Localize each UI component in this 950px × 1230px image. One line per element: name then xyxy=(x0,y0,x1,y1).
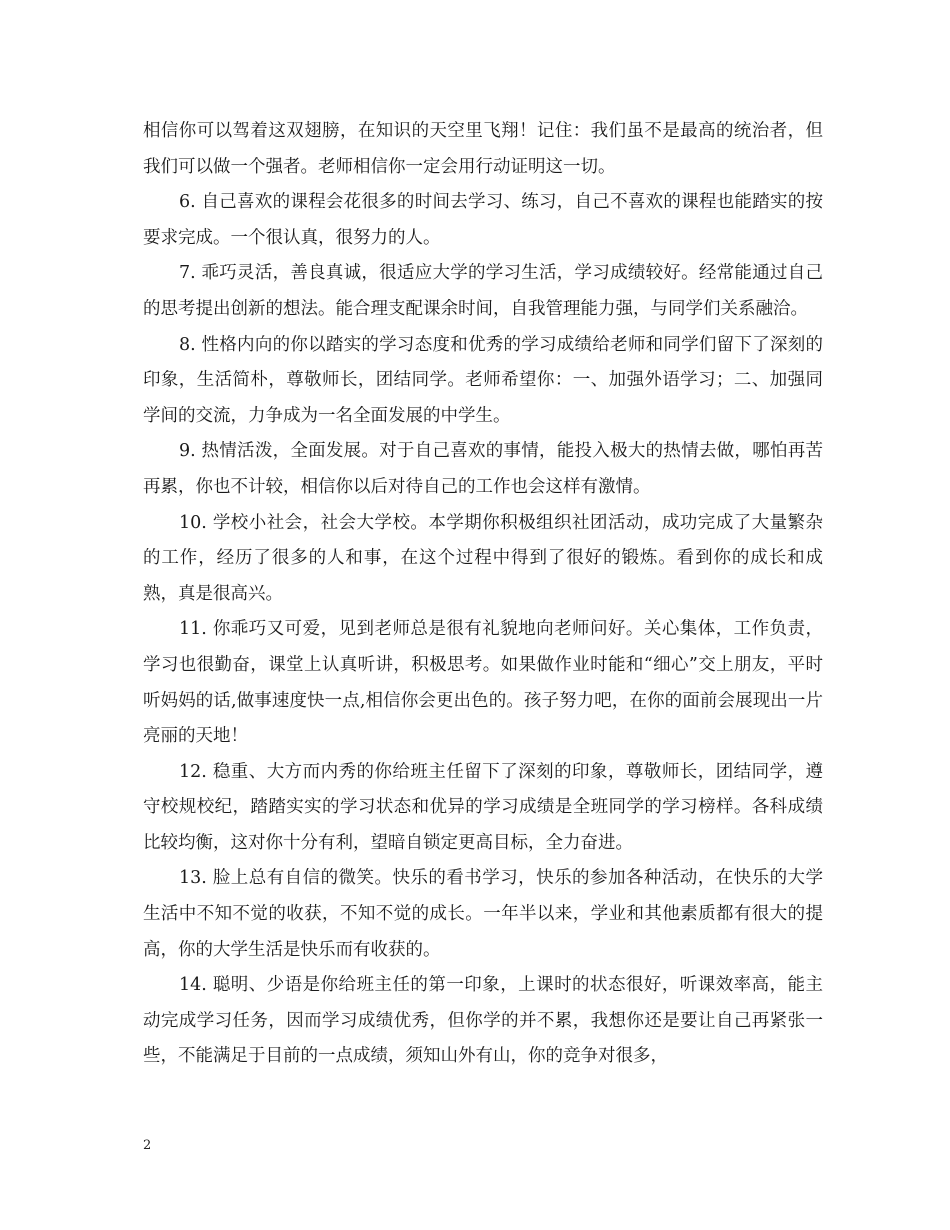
paragraph-item-11: 11. 你乖巧又可爱，见到老师总是很有礼貌地向老师问好。关心集体，工作负责，学习也很勤奋，课堂上认真听讲，积极思考。如果做作业时能和“细心”交上朋友，平时听妈妈的话,做事速度快一点,相信你会更出色的。孩子努力吧，在你的面前会展现出一片亮丽的天地！ xyxy=(143,619,823,747)
paragraph-continued: 相信你可以驾着这双翅膀，在知识的天空里飞翔！记住：我们虽不是最高的统治者，但我们可以做一个强者。老师相信你一定会用行动证明这一切。 xyxy=(143,121,823,177)
paragraph-item-13: 13. 脸上总有自信的微笑。快乐的看书学习，快乐的参加各种活动，在快乐的大学生活中不知不觉的收获，不知不觉的成长。一年半以来，学业和其他素质都有很大的提高，你的大学生活是快乐而有收获的。 xyxy=(143,868,823,960)
paragraph-item-6: 6. 自己喜欢的课程会花很多的时间去学习、练习，自己不喜欢的课程也能踏实的按要求完成。一个很认真，很努力的人。 xyxy=(143,192,823,248)
page-number: 2 xyxy=(143,1138,152,1153)
paragraph-item-7: 7. 乖巧灵活，善良真诚，很适应大学的学习生活，学习成绩较好。经常能通过自己的思考提出创新的想法。能合理支配课余时间，自我管理能力强，与同学们关系融洽。 xyxy=(143,263,823,319)
paragraph-item-9: 9. 热情活泼，全面发展。对于自己喜欢的事情，能投入极大的热情去做，哪怕再苦再累，你也不计较，相信你以后对待自己的工作也会这样有激情。 xyxy=(143,441,823,497)
paragraph-item-8: 8. 性格内向的你以踏实的学习态度和优秀的学习成绩给老师和同学们留下了深刻的印象，生活简朴，尊敬师长，团结同学。老师希望你：一、加强外语学习；二、加强同学间的交流，力争成为一名全面发展的中学生。 xyxy=(143,334,823,426)
paragraph-item-10: 10. 学校小社会，社会大学校。本学期你积极组织社团活动，成功完成了大量繁杂的工作，经历了很多的人和事，在这个过程中得到了很好的锻炼。看到你的成长和成熟，真是很高兴。 xyxy=(143,512,823,604)
paragraph-item-14: 14. 聪明、少语是你给班主任的第一印象，上课时的状态很好，听课效率高，能主动完成学习任务，因而学习成绩优秀，但你学的并不累，我想你还是要让自己再紧张一些，不能满足于目前的一点成绩，须知山外有山，你的竞争对很多， xyxy=(143,975,823,1067)
paragraph-item-12: 12. 稳重、大方而内秀的你给班主任留下了深刻的印象，尊敬师长，团结同学，遵守校规校纪，踏踏实实的学习状态和优异的学习成绩是全班同学的学习榜样。各科成绩比较均衡，这对你十分有利，望暗自锁定更高目标，全力奋进。 xyxy=(143,761,823,853)
document-body xyxy=(143,114,823,1075)
